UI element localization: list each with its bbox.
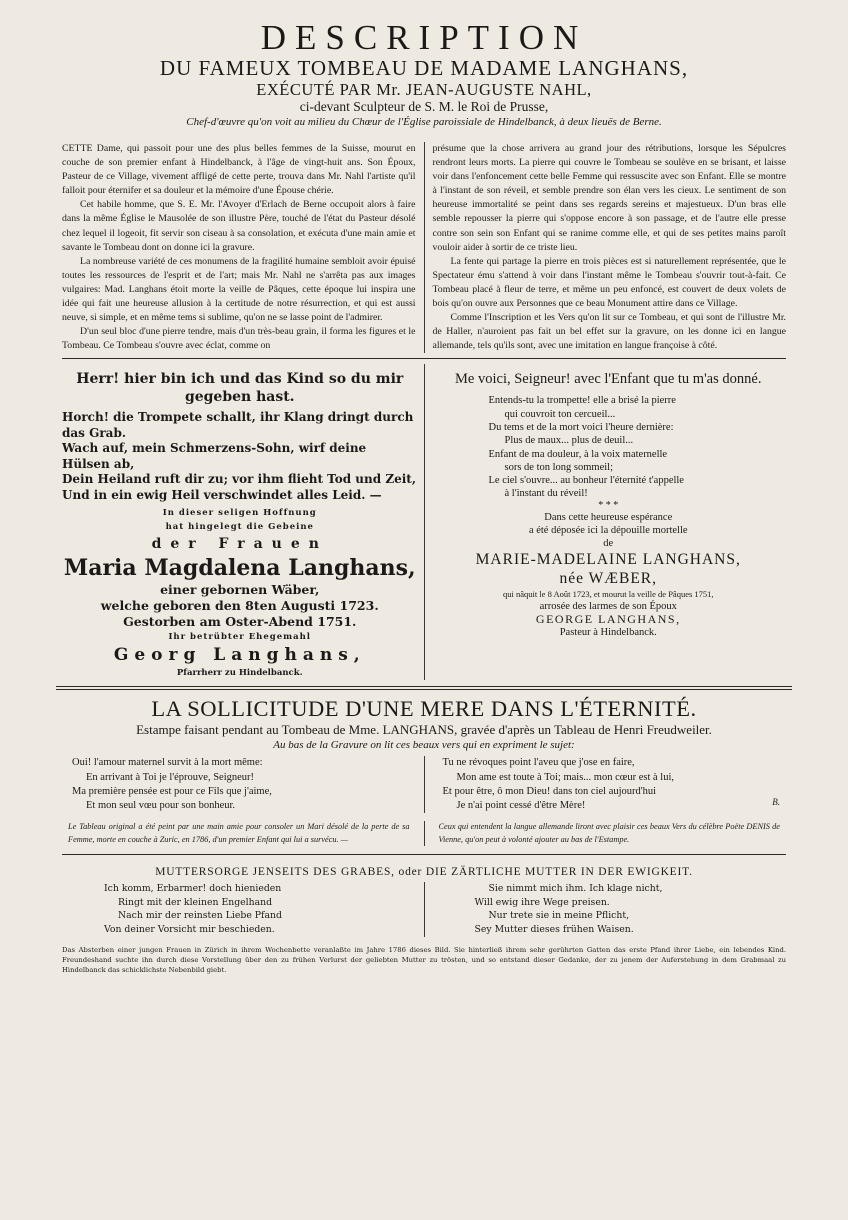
page-subtitle: DU FAMEUX TOMBEAU DE MADAME LANGHANS, (159, 56, 689, 80)
french-hope-line: Dans cette heureuse espérance (544, 511, 673, 523)
french-verse-line: qui couvroit ton cercueil... (504, 408, 616, 420)
french-husband-name: GEORGE LANGHANS, (535, 611, 681, 626)
german-laid-line: hat hingelegt die Gebeine (165, 522, 314, 533)
executed-by: EXÉCUTÉ PAR Mr. JEAN-AUGUSTE NAHL, (256, 80, 592, 99)
german-verse-line: Und in ein ewig Heil verschwindet alles Leid. — (62, 487, 382, 502)
verse-line: Will ewig ihre Wege preisen. (474, 896, 610, 908)
sollicitude-left-verse (62, 756, 416, 813)
column-divider (424, 756, 425, 813)
french-dates-line: qui nâquit le 8 Août 1723, et mourut la veille de Pâques 1751, (502, 588, 714, 599)
description-columns (62, 142, 786, 353)
description-paragraph: présume que la chose arrivera au grand jour des rétributions, lorsque les Sépulcres rendront leurs morts. La pierre qui couvre le Tombeau se soulève en se brisant, et laisse voir dans l'enfoncement cette belle Femme qui ressuscite avec son Enfant. Elle se montre à l'instant de son réveil, et semble prendre son élan vers les cieux. Le sentiment de son heureuse immortalité se peint dans ses regards sereins et majestueux. D'un bras elle semble repousser la pierre qui s'oppose encore à son passage, et de l'autre elle presse contre son sein son Enfant qui se ranime comme elle, et qui de ses petites mains paroît vouloir aider à sortir de ce triste lieu. (432, 143, 786, 253)
description-paragraph: La fente qui partage la pierre en trois pièces est si naturellement représentée, que le Spectateur ému s'attend à voir dans l'instant même le Tombeau s'ouvrir tout-à-fait. Ce Tombeau placé à fleur de terre, et même un peu enfoncé, est couvert de deux volets de bois qu'on ouvre aux Personnes que ce beau Monument attire dans ce Village. (432, 255, 786, 310)
german-frauen-line: der Frauen (151, 536, 328, 553)
verse-line: Je n'ai point cessé d'être Mère! (456, 800, 586, 812)
verse-line: Von deiner Vorsicht mir beschieden. (104, 924, 275, 935)
german-born-name: einer gebornen Wäber, (160, 582, 320, 598)
verse-line: En arrivant à Toi je l'éprouve, Seigneur! (86, 771, 255, 783)
muttersorge-verses (62, 882, 786, 936)
broadside-page (0, 20, 848, 1220)
description-paragraph: D'un seul bloc d'une pierre tendre, mais d'un très-beau grain, il forma les figures et le Tombeau. Ce Tombeau s'ouvre avec éclat, comme on (62, 326, 416, 352)
german-verse-line: Dein Heiland ruft dir zu; vor ihm flieht Tod und Zeit, (62, 472, 416, 487)
french-deceased-name: MARIE-MADELAINE LANGHANS, (475, 550, 741, 568)
german-pastor-line: Pfarrherr zu Hindelbanck. (176, 668, 303, 679)
notes-section (62, 821, 786, 846)
german-husband-intro: Ihr betrübter Ehegemahl (168, 632, 312, 643)
french-deposited-line: a été déposée ici la dépouille mortelle (528, 524, 688, 536)
french-pastor-line: Pasteur à Hindelbanck. (559, 626, 657, 638)
section-divider (62, 358, 786, 359)
verse-line: Nur trete sie in meine Pflicht, (488, 910, 630, 922)
french-tears-line: arrosée des larmes de son Époux (539, 600, 677, 612)
verse-line: Sie nimmt mich ihm. Ich klage nicht, (488, 883, 663, 895)
column-divider (424, 142, 425, 353)
german-husband-name: Georg Langhans, (113, 645, 366, 666)
column-divider (424, 364, 425, 680)
inscription-section (62, 364, 786, 680)
description-right-column (433, 142, 787, 353)
french-verse-line: sors de ton long sommeil; (504, 461, 613, 473)
french-verse-line: Enfant de ma douleur, à la voix maternelle (488, 448, 668, 460)
section-divider (62, 854, 786, 855)
description-left-column (62, 142, 416, 353)
verse-line: Sey Mutter dieses frühen Waisen. (474, 924, 634, 935)
verse-line: Oui! l'amour maternel survit à la mort même: (72, 757, 263, 769)
verse-line: Ich komm, Erbarmer! doch hienieden (104, 883, 282, 895)
german-verse-line: Horch! die Trompete schallt, ihr Klang dringt durch das Grab. (62, 410, 414, 440)
muttersorge-left-verse (62, 882, 416, 936)
french-de-line: de (603, 537, 614, 549)
note-left: Le Tableau original a été peint par une main amie pour consoler un Mari désolé de la perte de sa Femme, morte en couche à Zuric, en 1786, d'un premier Enfant qui lui a survécu. — (68, 822, 410, 844)
german-death-date: Gestorben am Oster-Abend 1751. (123, 614, 357, 630)
sollicitude-verses (62, 756, 786, 813)
verse-line: Et mon seul vœu pour son bonheur. (86, 800, 236, 812)
french-verse (431, 394, 787, 500)
description-paragraph: Cet habile homme, que S. E. Mr. l'Avoyer d'Erlach de Berne occupoit alors à faire dans la même Église le Mausolée de son illustre Père, touché de l'état du Pasteur désolé chez lequel il logeoit, fit servir son ciseau à sa consolation, et exécuta d'une main amie et savante le Tombeau dont on donne ici la gravure. (62, 199, 416, 253)
description-paragraph: Comme l'Inscription et les Vers qu'on lit sur ce Tombeau, et qui sont de l'illustre Mr. de Haller, n'auroient pas fait un bel effet sur la gravure, on les donne ici en langue allemande, tels qu'ils sont, avec une imitation en langue françoise à côté. (432, 312, 786, 352)
french-verse-line: Le ciel s'ouvre... au bonheur l'éternité t'appelle (488, 475, 684, 487)
column-divider (424, 821, 425, 846)
verse-line: Tu ne révoques point l'aveu que j'ose en faire, (442, 757, 635, 769)
french-verse-line: Du tems et de la mort voici l'heure dernière: (488, 422, 674, 433)
german-inscription (62, 364, 418, 680)
french-verse-line: Plus de maux... plus de deuil... (504, 435, 634, 447)
french-verse-line: à l'instant du réveil! (504, 488, 588, 500)
description-paragraph: CETTE Dame, qui passoit pour une des plus belles femmes de la Suisse, mourut en couche de son premier enfant à Hindelbanck, à l'âge de vingt-huit ans. Son Époux, Pasteur de ce Village, vivement affligé de cette perte, trouva dans Mr. Nahl l'artiste qu'il falloit pour éternifer et sa douleur et la mémoire d'une Épouse chérie. (62, 143, 416, 197)
double-rule-divider (56, 686, 792, 690)
muttersorge-title: MUTTERSORGE JENSEITS DES GRABES, oder DIE ZÄRTLICHE MUTTER IN DER EWIGKEIT. (155, 866, 693, 879)
sollicitude-subtitle: Estampe faisant pendant au Tombeau de Mme. LANGHANS, gravée d'après un Tableau de Henri Freudweiler. (136, 722, 712, 738)
signature-initial: B. (772, 797, 780, 808)
location-line: Chef-d'œuvre qu'on voit au milieu du Chœur de l'Église paroissiale de Hindelbanck, à deux lieuës de Berne. (186, 116, 662, 128)
french-verse-line: Entends-tu la trompette! elle a brisé la pierre (488, 395, 676, 407)
german-heading: Herr! hier bin ich und das Kind so du mir gegeben hast. (76, 371, 404, 406)
asterism: * * * (598, 499, 619, 511)
description-paragraph: La nombreuse variété de ces monumens de la fragilité humaine sembloit avoir épuisé toutes les ressources de l'esprit et de l'art; mais Mr. Nahl ne s'arrêta pas aux images vulgaires: Mad. Langhans étoit morte la veille de Pâques, cette époque lui inspira une idée qui fait une heureuse allusion à la certitude de notre résurrection, et qui est aussi neuve, si simple, et en même tems si sublime, qu'on ne se lasse point de l'admirer. (62, 255, 416, 324)
verse-line: Mon ame est toute à Toi; mais... mon cœur est à lui, (456, 771, 674, 783)
muttersorge-right-verse (433, 882, 787, 936)
note-right: Ceux qui entendent la langue allemande liront avec plaisir ces beaux Vers du célèbre Poëte DENIS de Vienne, qu'on peut à volonté ajouter au bas de l'Estampe. (438, 822, 780, 844)
french-nee-line: née WÆBER, (559, 569, 658, 587)
german-deceased-name: Maria Magdalena Langhans, (63, 555, 416, 582)
german-birth-date: welche geboren den 8ten Augusti 1723. (100, 598, 379, 614)
french-heading: Me voici, Seigneur! avec l'Enfant que tu m'as donné. (455, 371, 762, 388)
verse-line: Nach mir der reinsten Liebe Pfand (118, 910, 282, 922)
column-divider (424, 882, 425, 936)
verse-line: Ringt mit der kleinen Engelhand (118, 896, 273, 908)
sollicitude-intro: Au bas de la Gravure on lit ces beaux vers qui en expriment le sujet: (273, 739, 575, 752)
sollicitude-right-verse (433, 756, 787, 813)
footnote: Das Absterben einer jungen Frauen in Zürich in ihrem Wochenbette veranlaßte im Jahre 1786 dieses Bild. Sie hinterließ ihrem sehr gerührten Gatten das erste Pfand ihrer Liebe, ein lebendes Kind. Freundeshand suchte ihn durch diese Vorstellung über den zu frühen Verlurst der geliebten Mutter zu trösten, und so entstand dieser Gedanke, der zu jenem der Auferstehung in dem Grabmaal zu Hindelbanck das schicklichste Nebenbild giebt. (62, 945, 786, 974)
sculptor-line: ci-devant Sculpteur de S. M. le Roi de Prusse, (299, 99, 549, 114)
verse-line: Et pour être, ô mon Dieu! dans ton ciel aujourd'hui (442, 785, 657, 797)
german-verse-line: Wach auf, mein Schmerzens-Sohn, wirf deine Hülsen ab, (62, 441, 367, 471)
sollicitude-title: LA SOLLICITUDE D'UNE MERE DANS L'ÉTERNITÉ. (151, 696, 697, 722)
page-title: DESCRIPTION (260, 18, 588, 57)
german-hope-line: In dieser seligen Hoffnung (162, 508, 317, 519)
french-inscription (431, 364, 787, 680)
verse-line: Ma première pensée est pour ce Fils que j'aime, (72, 785, 272, 797)
